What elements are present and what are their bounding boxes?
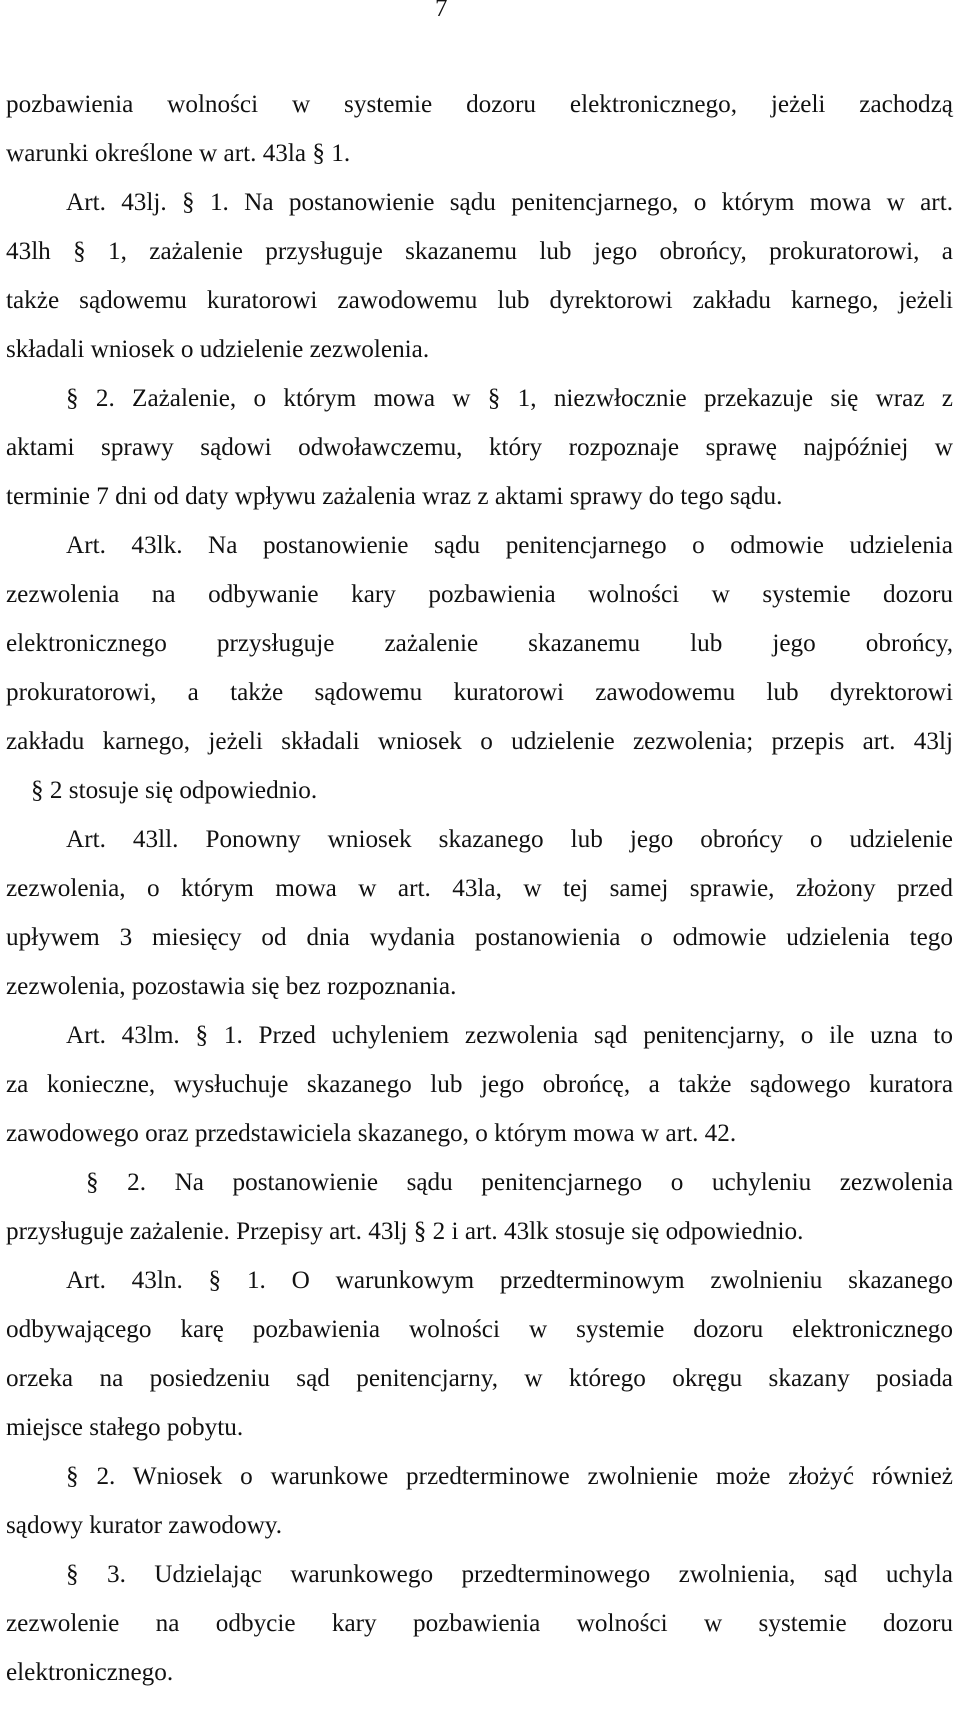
text-line: upływem 3 miesięcy od dnia wydania postanowienia o odmowie udzielenia tego [6, 924, 953, 951]
text-line: terminie 7 dni od daty wpływu zażalenia wraz z aktami sprawy do tego sądu. [6, 483, 783, 510]
text-line: elektronicznego przysługuje zażalenie skazanemu lub jego obrońcy, [6, 630, 953, 657]
text-line: sądowy kurator zawodowy. [6, 1512, 283, 1539]
text-line: § 2. Zażalenie, o którym mowa w § 1, niezwłocznie przekazuje się wraz z [66, 385, 953, 412]
text-line: zakładu karnego, jeżeli składali wniosek o udzielenie zezwolenia; przepis art. 43lj [6, 728, 953, 755]
text-line: Art. 43lj. § 1. Na postanowienie sądu penitencjarnego, o którym mowa w art. [66, 189, 953, 216]
text-line: miejsce stałego pobytu. [6, 1414, 244, 1441]
document-body [6, 80, 953, 1697]
text-line: za konieczne, wysłuchuje skazanego lub jego obrońcę, a także sądowego kuratora [6, 1071, 953, 1098]
text-line: orzeka na posiedzeniu sąd penitencjarny, w którego okręgu skazany posiada [6, 1365, 953, 1392]
text-line: § 2. Na postanowienie sądu penitencjarnego o uchyleniu zezwolenia [86, 1169, 953, 1196]
text-line: także sądowemu kuratorowi zawodowemu lub dyrektorowi zakładu karnego, jeżeli [6, 287, 953, 314]
text-line: elektronicznego. [6, 1659, 174, 1686]
text-line: 43lh § 1, zażalenie przysługuje skazanemu lub jego obrońcy, prokuratorowi, a [6, 238, 953, 265]
text-line: Art. 43ln. § 1. O warunkowym przedterminowym zwolnieniu skazanego [66, 1267, 953, 1294]
text-line: aktami sprawy sądowi odwoławczemu, który rozpoznaje sprawę najpóźniej w [6, 434, 953, 461]
text-line: prokuratorowi, a także sądowemu kuratorowi zawodowemu lub dyrektorowi [6, 679, 953, 706]
text-line: zezwolenie na odbycie kary pozbawienia wolności w systemie dozoru [6, 1610, 953, 1637]
text-line: Art. 43lm. § 1. Przed uchyleniem zezwolenia sąd penitencjarny, o ile uzna to [66, 1022, 953, 1049]
text-line: Art. 43ll. Ponowny wniosek skazanego lub jego obrońcy o udzielenie [66, 826, 953, 853]
text-line: § 3. Udzielając warunkowego przedterminowego zwolnienia, sąd uchyla [66, 1561, 953, 1588]
text-line: odbywającego karę pozbawienia wolności w systemie dozoru elektronicznego [6, 1316, 953, 1343]
text-line: warunki określone w art. 43la § 1. [6, 140, 351, 167]
text-line: zawodowego oraz przedstawiciela skazanego, o którym mowa w art. 42. [6, 1120, 737, 1147]
text-line: zezwolenia na odbywanie kary pozbawienia wolności w systemie dozoru [6, 581, 953, 608]
text-line: zezwolenia, pozostawia się bez rozpoznania. [6, 973, 457, 1000]
text-line: zezwolenia, o którym mowa w art. 43la, w tej samej sprawie, złożony przed [6, 875, 953, 902]
text-line: przysługuje zażalenie. Przepisy art. 43lj § 2 i art. 43lk stosuje się odpowiednio. [6, 1218, 804, 1245]
text-line: składali wniosek o udzielenie zezwolenia. [6, 336, 430, 363]
text-line: pozbawienia wolności w systemie dozoru elektronicznego, jeżeli zachodzą [6, 91, 953, 118]
text-line: § 2 stosuje się odpowiednio. [31, 777, 318, 804]
page-number: 7 [435, 0, 448, 22]
text-line: Art. 43lk. Na postanowienie sądu penitencjarnego o odmowie udzielenia [66, 532, 953, 559]
text-line: § 2. Wniosek o warunkowe przedterminowe zwolnienie może złożyć również [66, 1463, 953, 1490]
